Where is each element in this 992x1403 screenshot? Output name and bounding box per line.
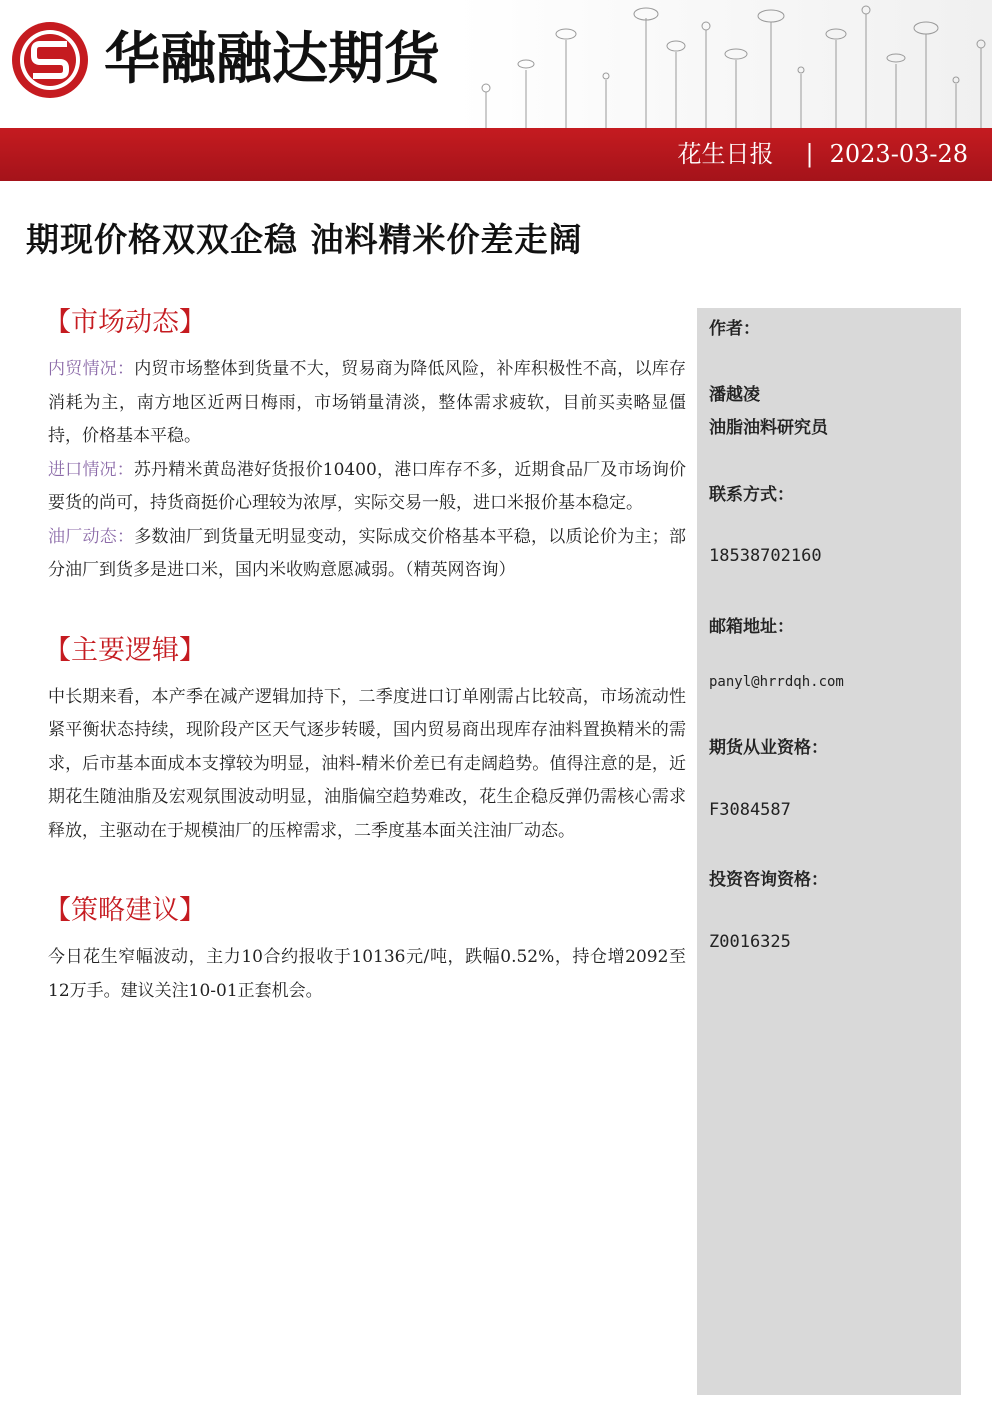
email-label: 邮箱地址：	[709, 617, 794, 637]
futures-qual-number: F3084587	[709, 800, 791, 820]
author-label: 作者：	[709, 319, 760, 339]
market-item-text: 苏丹精米黄岛港好货报价10400，港口库存不多，近期食品厂及市场询价要货的尚可，持货商挺价心理较为浓厚，实际交易一般，进口米报价基本稳定。	[48, 459, 686, 513]
strategy-heading: 【策略建议】	[44, 895, 206, 926]
logic-text: 中长期来看，本产季在减产逻辑加持下，二季度进口订单刚需占比较高，市场流动性紧平衡状态持续，现阶段产区天气逐步转暖，国内贸易商出现库存油料置换精米的需求，后市基本面成本支撑较为明显，油料-精米价差已有走阔趋势。值得注意的是，近期花生随油脂及宏观氛围波动明显，油脂偏空趋势难改，花生企稳反弹仍需核心需求释放，主驱动在于规模油厂的压榨需求，二季度基本面关注油厂动态。	[48, 686, 686, 841]
report-date: 2023-03-28	[829, 140, 968, 168]
author-name: 潘越凌	[709, 385, 760, 405]
market-section	[44, 300, 686, 588]
brand-logo	[10, 20, 440, 100]
market-item-text: 多数油厂到货量无明显变动，实际成交价格基本平稳，以质论价为主；部分油厂到货多是进口米，国内米收购意愿减弱。（精英网咨询）	[48, 526, 686, 580]
logic-section	[44, 628, 686, 849]
brand-name: 华融融达期货	[104, 27, 440, 92]
futures-qual-label: 期货从业资格：	[709, 738, 828, 758]
decorative-dots-icon	[456, 0, 992, 128]
market-heading: 【市场动态】	[44, 307, 206, 338]
logic-heading: 【主要逻辑】	[44, 634, 206, 666]
report-bar	[0, 128, 992, 181]
phone-number: 18538702160	[709, 546, 822, 566]
strategy-section	[44, 888, 686, 1008]
report-name: 花生日报	[677, 140, 774, 168]
strategy-text: 今日花生窄幅波动，主力10合约报收于10136元/吨，跌幅0.52%，持仓增2092至12万手。建议关注10-01正套机会。	[48, 947, 686, 1001]
author-sidebar	[697, 308, 961, 1395]
author-title: 油脂油料研究员	[709, 418, 828, 438]
bar-separator: |	[805, 140, 814, 168]
invest-qual-label: 投资咨询资格：	[709, 870, 828, 890]
email-address: panyl@hrrdqh.com	[709, 674, 844, 690]
market-item-label: 进口情况：	[48, 459, 134, 480]
page-header	[0, 0, 992, 128]
rounded-s-seal-icon	[10, 20, 90, 100]
invest-qual-number: Z0016325	[709, 932, 791, 952]
market-item-import	[48, 454, 686, 521]
market-item-label: 油厂动态：	[48, 526, 135, 547]
contact-label: 联系方式：	[709, 485, 794, 505]
market-item-mill	[48, 521, 686, 588]
market-item-label: 内贸情况：	[48, 359, 135, 379]
main-content	[44, 300, 686, 1048]
market-item-text: 内贸市场整体到货量不大，贸易商为降低风险，补库积极性不高，以库存消耗为主，南方地区近两日梅雨，市场销量清淡，整体需求疲软，目前买卖略显僵持，价格基本平稳。	[48, 359, 686, 446]
market-item-domestic	[48, 353, 686, 454]
page-title: 期现价格双双企稳 油料精米价差走阔	[26, 220, 583, 259]
